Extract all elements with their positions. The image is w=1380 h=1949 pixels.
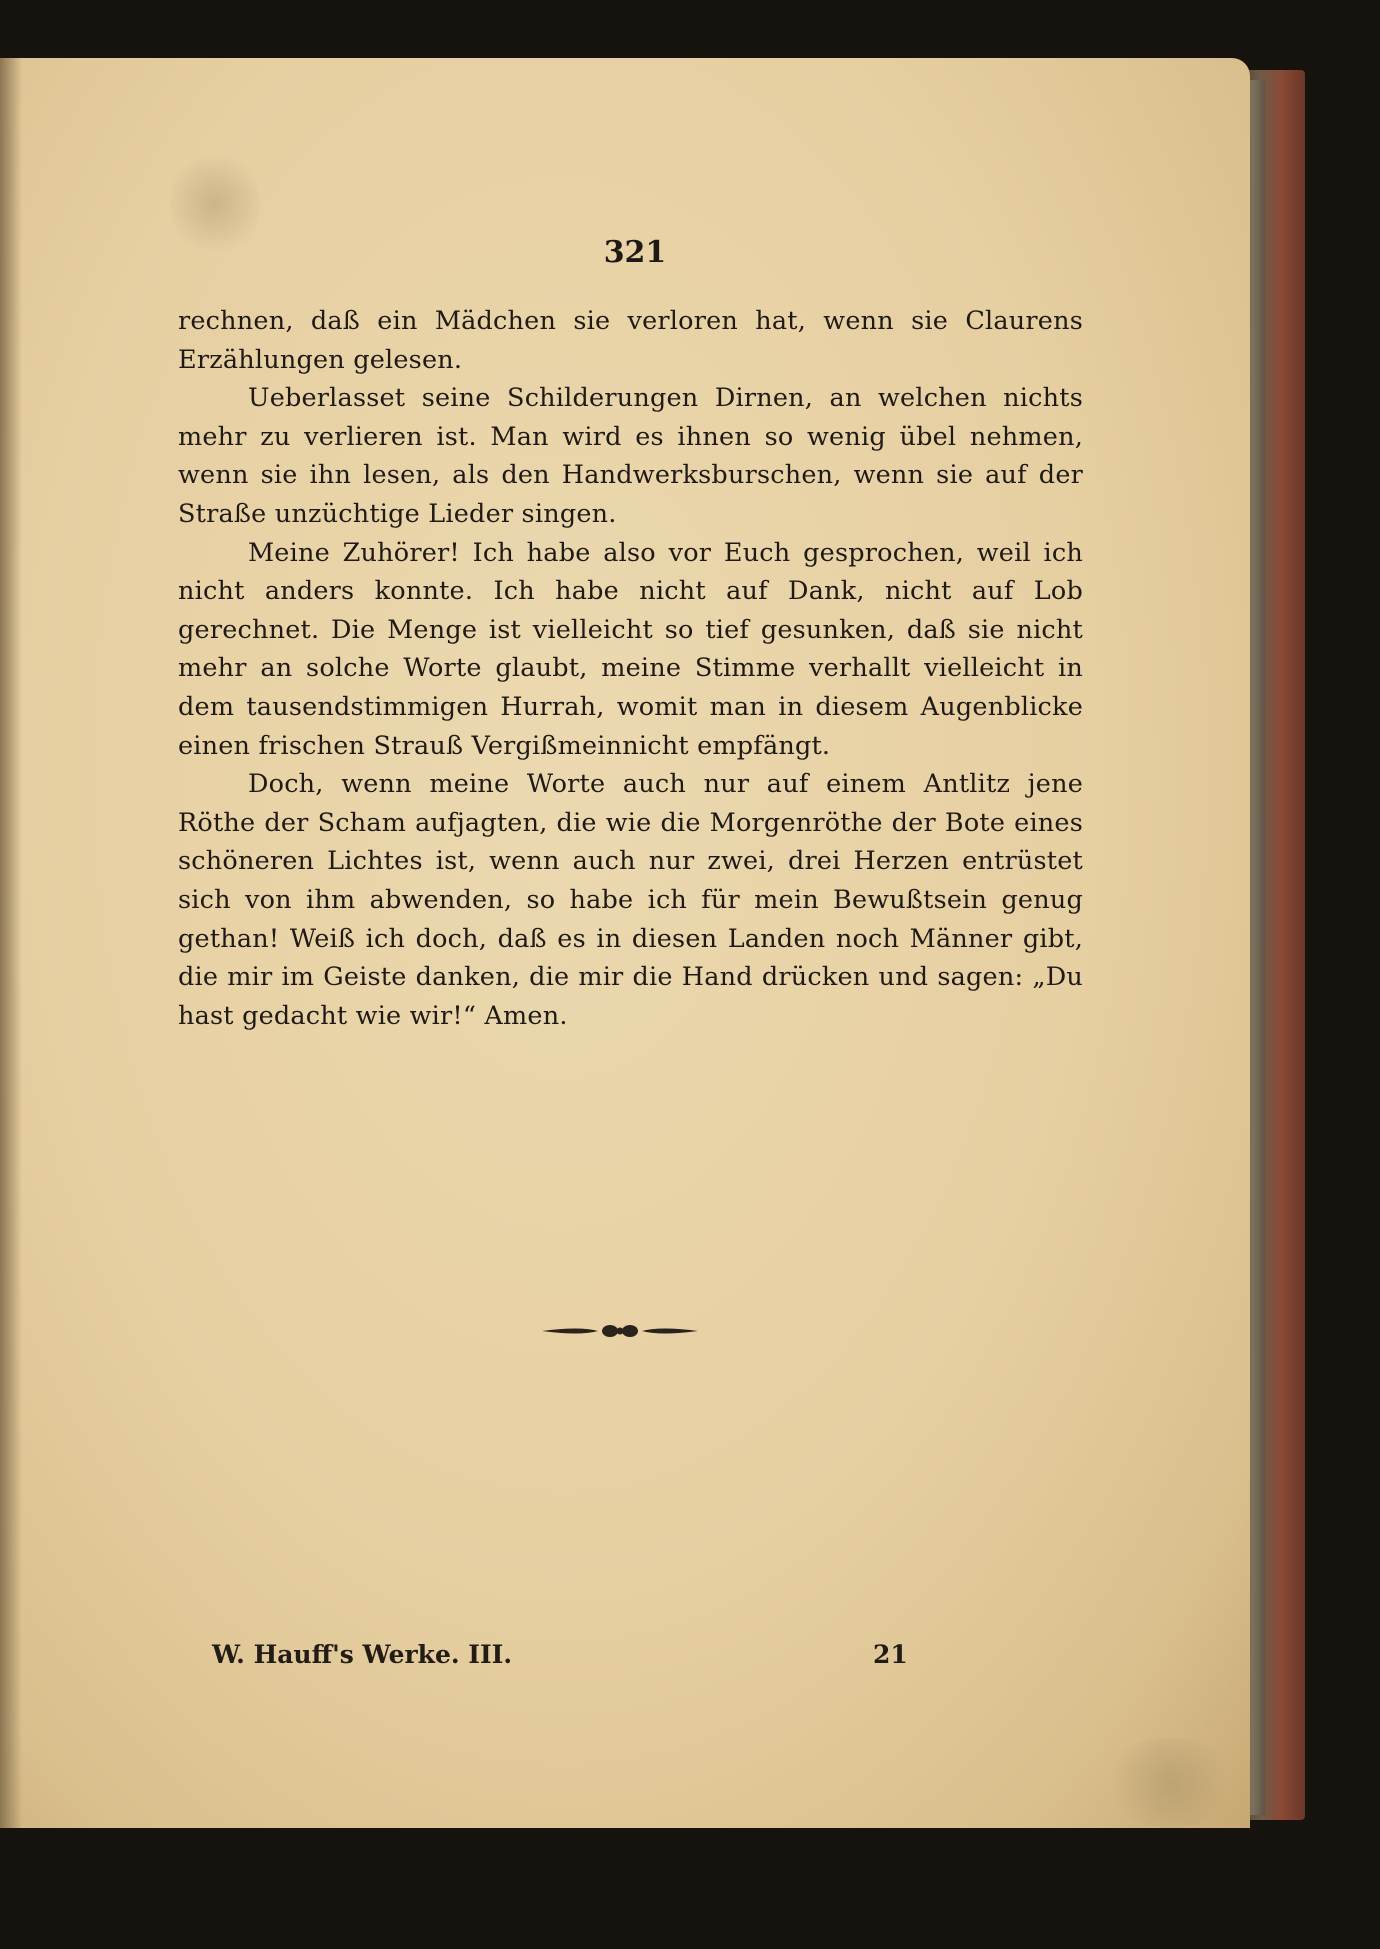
paper-stain [170,148,260,258]
section-end-ornament [540,1318,700,1344]
paragraph: Ueberlasset seine Schilderungen Dirnen, an welchen nichts mehr zu verlieren ist. Man wird es ihnen so wenig übel nehmen, wenn sie ihn lesen, als den Handwerksburschen, wenn sie auf der Straße unzüchtige Lieder singen. [178,383,1083,529]
page-body-text [178,302,1083,1035]
paragraph: Meine Zuhörer! Ich habe also vor Euch gesprochen, weil ich nicht anders konnte. Ich habe nicht auf Dank, nicht auf Lob gerechnet. Die Menge ist vielleicht so tief gesunken, daß sie nicht mehr an solche Worte glaubt, meine Stimme verhallt vielleicht in dem tausendstimmigen Hurrah, womit man in diesem Augenblicke einen frischen Strauß Vergißmeinnicht empfängt. [178,537,1083,761]
paragraph: Doch, wenn meine Worte auch nur auf einem Antlitz jene Röthe der Scham aufjagten, die wie die Morgenröthe der Bote eines schöneren Lichtes ist, wenn auch nur zwei, drei Herzen entrüstet sich von ihm abwenden, so habe ich für mein Bewußtsein genug gethan! Weiß ich doch, daß es in diesen Landen noch Männer gibt, die mir im Geiste danken, die mir die Hand drücken und sagen: „Du hast gedacht wie wir!“ Amen. [178,769,1083,1031]
paragraph: rechnen, daß ein Mädchen sie verloren hat, wenn sie Claurens Erzählungen gelesen. [178,306,1083,375]
paper-stain [1100,1738,1240,1828]
footer-sheet-number: 21 [873,1640,908,1669]
page-number: 321 [603,235,667,270]
footer-signature: W. Hauff's Werke. III. [212,1640,513,1669]
